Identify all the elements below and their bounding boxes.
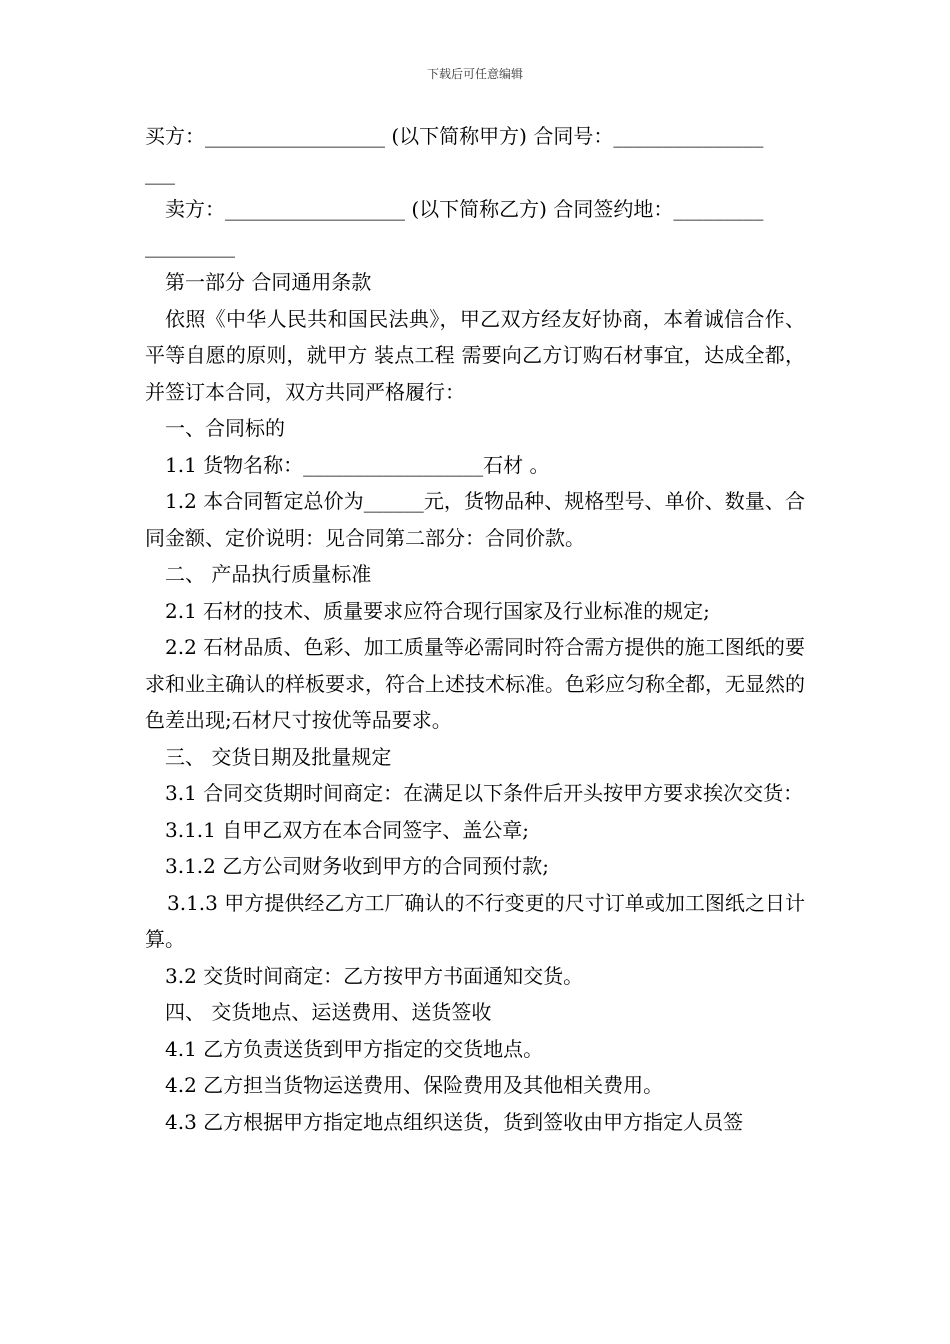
part-one-heading: 第一部分 合同通用条款 xyxy=(165,270,372,294)
buyer-line-continuation: ___ xyxy=(145,160,175,185)
seller-line: 卖方：__________________ (以下简称乙方) 合同签约地：_________ xyxy=(165,197,764,221)
clause-2-2: 2.2 石材品质、色彩、加工质量等必需同时符合需方提供的施工图纸的要求和业主确认的样板要求，符合上述技术标准。色彩应匀称全都，无显然的色差出现;石材尺寸按优等品要求。 xyxy=(145,635,805,732)
clause-3-1-2: 3.1.2 乙方公司财务收到甲方的合同预付款; xyxy=(165,854,549,878)
clause-4-3: 4.3 乙方根据甲方指定地点组织送货，货到签收由甲方指定人员签 xyxy=(165,1109,744,1134)
clause-4-1: 4.1 乙方负责送货到甲方指定的交货地点。 xyxy=(165,1036,544,1061)
clause-3-1-1: 3.1.1 自甲乙双方在本合同签字、盖公章; xyxy=(165,817,529,842)
section-2-heading: 二、 产品执行质量标准 xyxy=(165,562,372,586)
clause-2-1: 2.1 石材的技术、质量要求应符合现行国家及行业标准的规定; xyxy=(165,598,710,623)
intro-paragraph: 依照《中华人民共和国民法典》，甲乙双方经友好协商，本着诚信合作、平等自愿的原则，就甲方 装点工程 需要向乙方订购石材事宜，达成全都，并签订本合同，双方共同严格履行： xyxy=(145,306,805,404)
buyer-line: 买方：__________________ (以下简称甲方) 合同号：_______________ xyxy=(145,124,764,148)
seller-line-continuation: _________ xyxy=(145,233,235,258)
page-header: 下载后可任意编辑 xyxy=(426,67,523,81)
document-body xyxy=(145,118,805,1140)
clause-1-1: 1.1 货物名称：__________________石材 。 xyxy=(165,452,550,477)
clause-3-1-3: 3.1.3 甲方提供经乙方工厂确认的不行变更的尺寸订单或加工图纸之日计算。 xyxy=(145,890,805,951)
clause-1-2: 1.2 本合同暂定总价为______元，货物品种、规格型号、单价、数量、合同金额、定价说明：见合同第二部分：合同价款。 xyxy=(145,489,805,550)
clause-4-2: 4.2 乙方担当货物运送费用、保险费用及其他相关费用。 xyxy=(165,1073,664,1097)
section-1-heading: 一、合同标的 xyxy=(165,416,285,440)
clause-3-2: 3.2 交货时间商定：乙方按甲方书面通知交货。 xyxy=(165,963,584,988)
section-3-heading: 三、 交货日期及批量规定 xyxy=(165,744,392,769)
section-4-heading: 四、 交货地点、运送费用、送货签收 xyxy=(165,1000,492,1024)
clause-3-1: 3.1 合同交货期时间商定：在满足以下条件后开头按甲方要求挨次交货： xyxy=(165,781,804,805)
